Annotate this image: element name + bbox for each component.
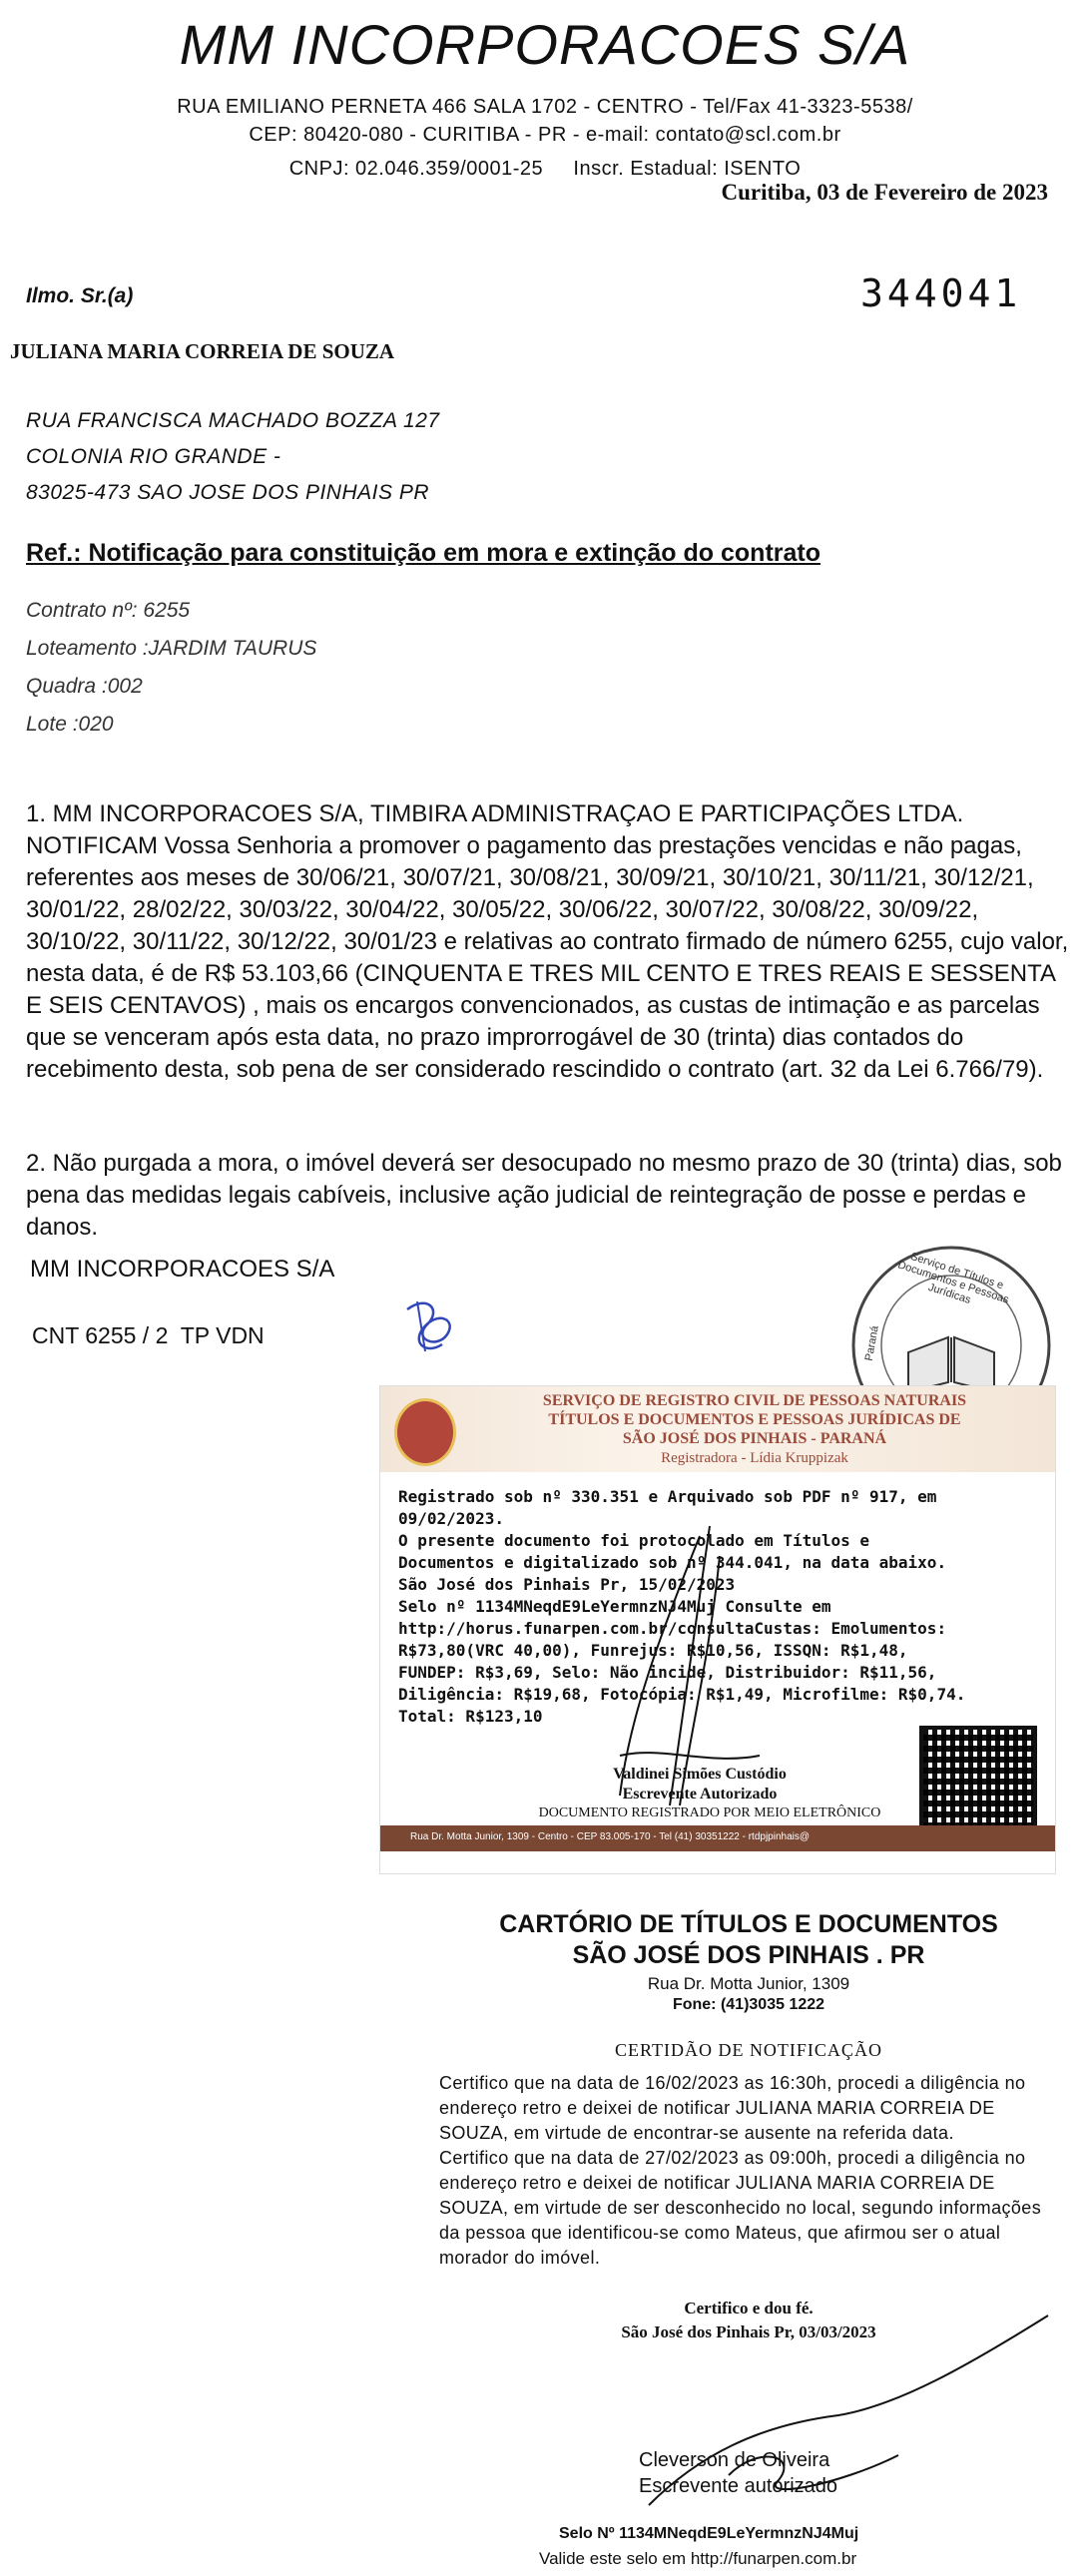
registry-footer: Rua Dr. Motta Junior, 1309 - Centro - CEP 83.005-170 - Tel (41) 30351222 - rtdpjpinhais@	[410, 1831, 811, 1842]
clerk-role: Escrevente autorizado	[639, 2475, 838, 2497]
protocol-number: 344041	[860, 271, 1022, 315]
registry-registrar: Registradora - Lídia Kruppizak	[661, 1450, 848, 1466]
contract-loteamento: Loteamento :JARDIM TAURUS	[26, 637, 317, 660]
registry-title-1: SERVIÇO DE REGISTRO CIVIL DE PESSOAS NATURAIS	[542, 1392, 967, 1409]
round-stamp-side: Paraná	[862, 1324, 881, 1362]
registry-title-3: SÃO JOSÉ DOS PINHAIS - PARANÁ	[622, 1430, 887, 1447]
signoff-company: MM INCORPORACOES S/A	[30, 1256, 335, 1283]
cert-office-2: SÃO JOSÉ DOS PINHAIS . PR	[572, 1941, 925, 1969]
cnt-reference: CNT 6255 / 2 TP VDN	[32, 1322, 265, 1348]
registry-line: São José dos Pinhais Pr, 15/02/2023	[398, 1575, 736, 1594]
registry-line: http://horus.funarpen.com.br/consultaCustas: Emolumentos:	[398, 1619, 947, 1638]
recipient-name: JULIANA MARIA CORREIA DE SOUZA	[10, 339, 395, 363]
registry-electronic: DOCUMENTO REGISTRADO POR MEIO ELETRÔNICO	[538, 1805, 881, 1820]
initials-signature	[387, 1289, 467, 1359]
cert-office-1: CARTÓRIO DE TÍTULOS E DOCUMENTOS	[499, 1910, 998, 1938]
registry-line: Diligência: R$19,68, Fotocópia: R$1,49, Microfilme: R$0,74.	[398, 1685, 966, 1704]
cert-date: São José dos Pinhais Pr, 03/03/2023	[621, 2322, 876, 2341]
cert-phone: Fone: (41)3035 1222	[672, 1996, 825, 2013]
registry-line: Selo nº 1134MNeqdE9LeYermnzNJ4Muj Consulte em	[398, 1597, 831, 1616]
registry-signer: Valdinei Simões Custódio	[613, 1766, 787, 1783]
registry-title-2: TÍTULOS E DOCUMENTOS E PESSOAS JURÍDICAS DE	[548, 1411, 961, 1428]
company-address: RUA EMILIANO PERNETA 466 SALA 1702 - CENTRO - Tel/Fax 41-3323-5538/	[177, 96, 913, 118]
company-name: MM INCORPORACOES S/A	[179, 13, 911, 76]
cert-paragraph-2: Certifico que na data de 27/02/2023 as 09:00h, procedi a diligência no endereço retro e deixei de notificar JULIANA MARIA CORREIA DE SOUZA, em virtude de ser desconhecido no local, segundo informações da pessoa que identificou-se como Mateus, que afirmou ser o atual morador do imóvel.	[439, 2148, 1042, 2268]
recipient-street: RUA FRANCISCA MACHADO BOZZA 127	[26, 409, 440, 432]
place-date: Curitiba, 03 de Fevereiro de 2023	[721, 180, 1048, 205]
registry-line: R$73,80(VRC 40,00), Funrejus: R$10,56, ISSQN: R$1,48,	[398, 1641, 908, 1660]
recipient-city: 83025-473 SAO JOSE DOS PINHAIS PR	[26, 481, 429, 504]
coat-of-arms-icon	[394, 1398, 456, 1466]
registry-line: Registrado sob nº 330.351 e Arquivado sob PDF nº 917, em	[398, 1487, 937, 1506]
registry-line: 09/02/2023.	[398, 1509, 504, 1528]
registry-stamp	[379, 1385, 1056, 1874]
cert-closing: Certifico e dou fé.	[684, 2299, 814, 2318]
seal-number: Selo Nº 1134MNeqdE9LeYermnzNJ4Muj	[559, 2525, 859, 2542]
cert-street: Rua Dr. Motta Junior, 1309	[647, 1974, 850, 1993]
seal-validation: Valide este selo em http://funarpen.com.br	[539, 2549, 857, 2568]
contract-quadra: Quadra :002	[26, 675, 143, 698]
clerk-name: Cleverson de Oliveira	[639, 2449, 830, 2471]
salutation: Ilmo. Sr.(a)	[26, 284, 134, 307]
registry-signer-role: Escrevente Autorizado	[622, 1786, 778, 1803]
registry-line: O presente documento foi protocolado em Títulos e	[398, 1531, 870, 1550]
notification-certificate	[439, 1910, 1058, 2342]
round-stamp-text: Serviço de Títulos e Documentos e Pessoas Jurídicas	[895, 1250, 1011, 1306]
registry-line: FUNDEP: R$3,69, Selo: Não incide, Distribuidor: R$11,56,	[398, 1663, 937, 1682]
contract-number: Contrato nº: 6255	[26, 599, 191, 622]
cert-paragraph-1: Certifico que na data de 16/02/2023 as 16:30h, procedi a diligência no endereço retro e deixei de notificar JULIANA MARIA CORREIA DE SOUZA, em virtude de encontrar-se ausente na referida data.	[439, 2073, 1026, 2143]
reference-line: Ref.: Notificação para constituição em mora e extinção do contrato	[26, 539, 821, 567]
company-cep-email: CEP: 80420-080 - CURITIBA - PR - e-mail: contato@scl.com.br	[249, 124, 841, 146]
contract-lote: Lote :020	[26, 713, 114, 736]
registry-line: Documentos e digitalizado sob nº 344.041, na data abaixo.	[398, 1553, 947, 1572]
registry-line: Total: R$123,10	[398, 1707, 543, 1726]
cert-title: CERTIDÃO DE NOTIFICAÇÃO	[615, 2040, 882, 2060]
company-cnpj: CNPJ: 02.046.359/0001-25 Inscr. Estadual: ISENTO	[288, 158, 802, 180]
body-paragraph-1: 1. MM INCORPORACOES S/A, TIMBIRA ADMINISTRAÇAO E PARTICIPAÇÕES LTDA. NOTIFICAM Vossa Senhoria a promover o pagamento das prestações vencidas e não pagas, referentes aos meses de 30/06/21, 30/07/21, 30/08/21, 30/09/21, 30/10/21, 30/11/21, 30/12/21, 30/01/22, 28/02/22, 30/03/22, 30/04/22, 30/05/22, 30/06/22, 30/07/22, 30/08/22, 30/09/22, 30/10/22, 30/11/22, 30/12/22, 30/01/23 e relativas ao contrato firmado de número 6255, cujo valor, nesta data, é de R$ 53.103,66 (CINQUENTA E TRES MIL CENTO E TRES REAIS E SESSENTA E SEIS CENTAVOS) , mais os encargos convencionados, as custas de intimação e as parcelas que se venceram após esta data, no prazo improrrogável de 30 (trinta) dias contados do recebimento desta, sob pena de ser considerado rescindido o contrato (art. 32 da Lei 6.766/79).	[26, 800, 1069, 1083]
body-paragraph-2: 2. Não purgada a mora, o imóvel deverá ser desocupado no mesmo prazo de 30 (trinta) dias, sob pena das medidas legais cabíveis, inclusive ação judicial de reintegração de posse e perdas e danos.	[26, 1150, 1062, 1241]
recipient-district: COLONIA RIO GRANDE -	[26, 445, 281, 468]
